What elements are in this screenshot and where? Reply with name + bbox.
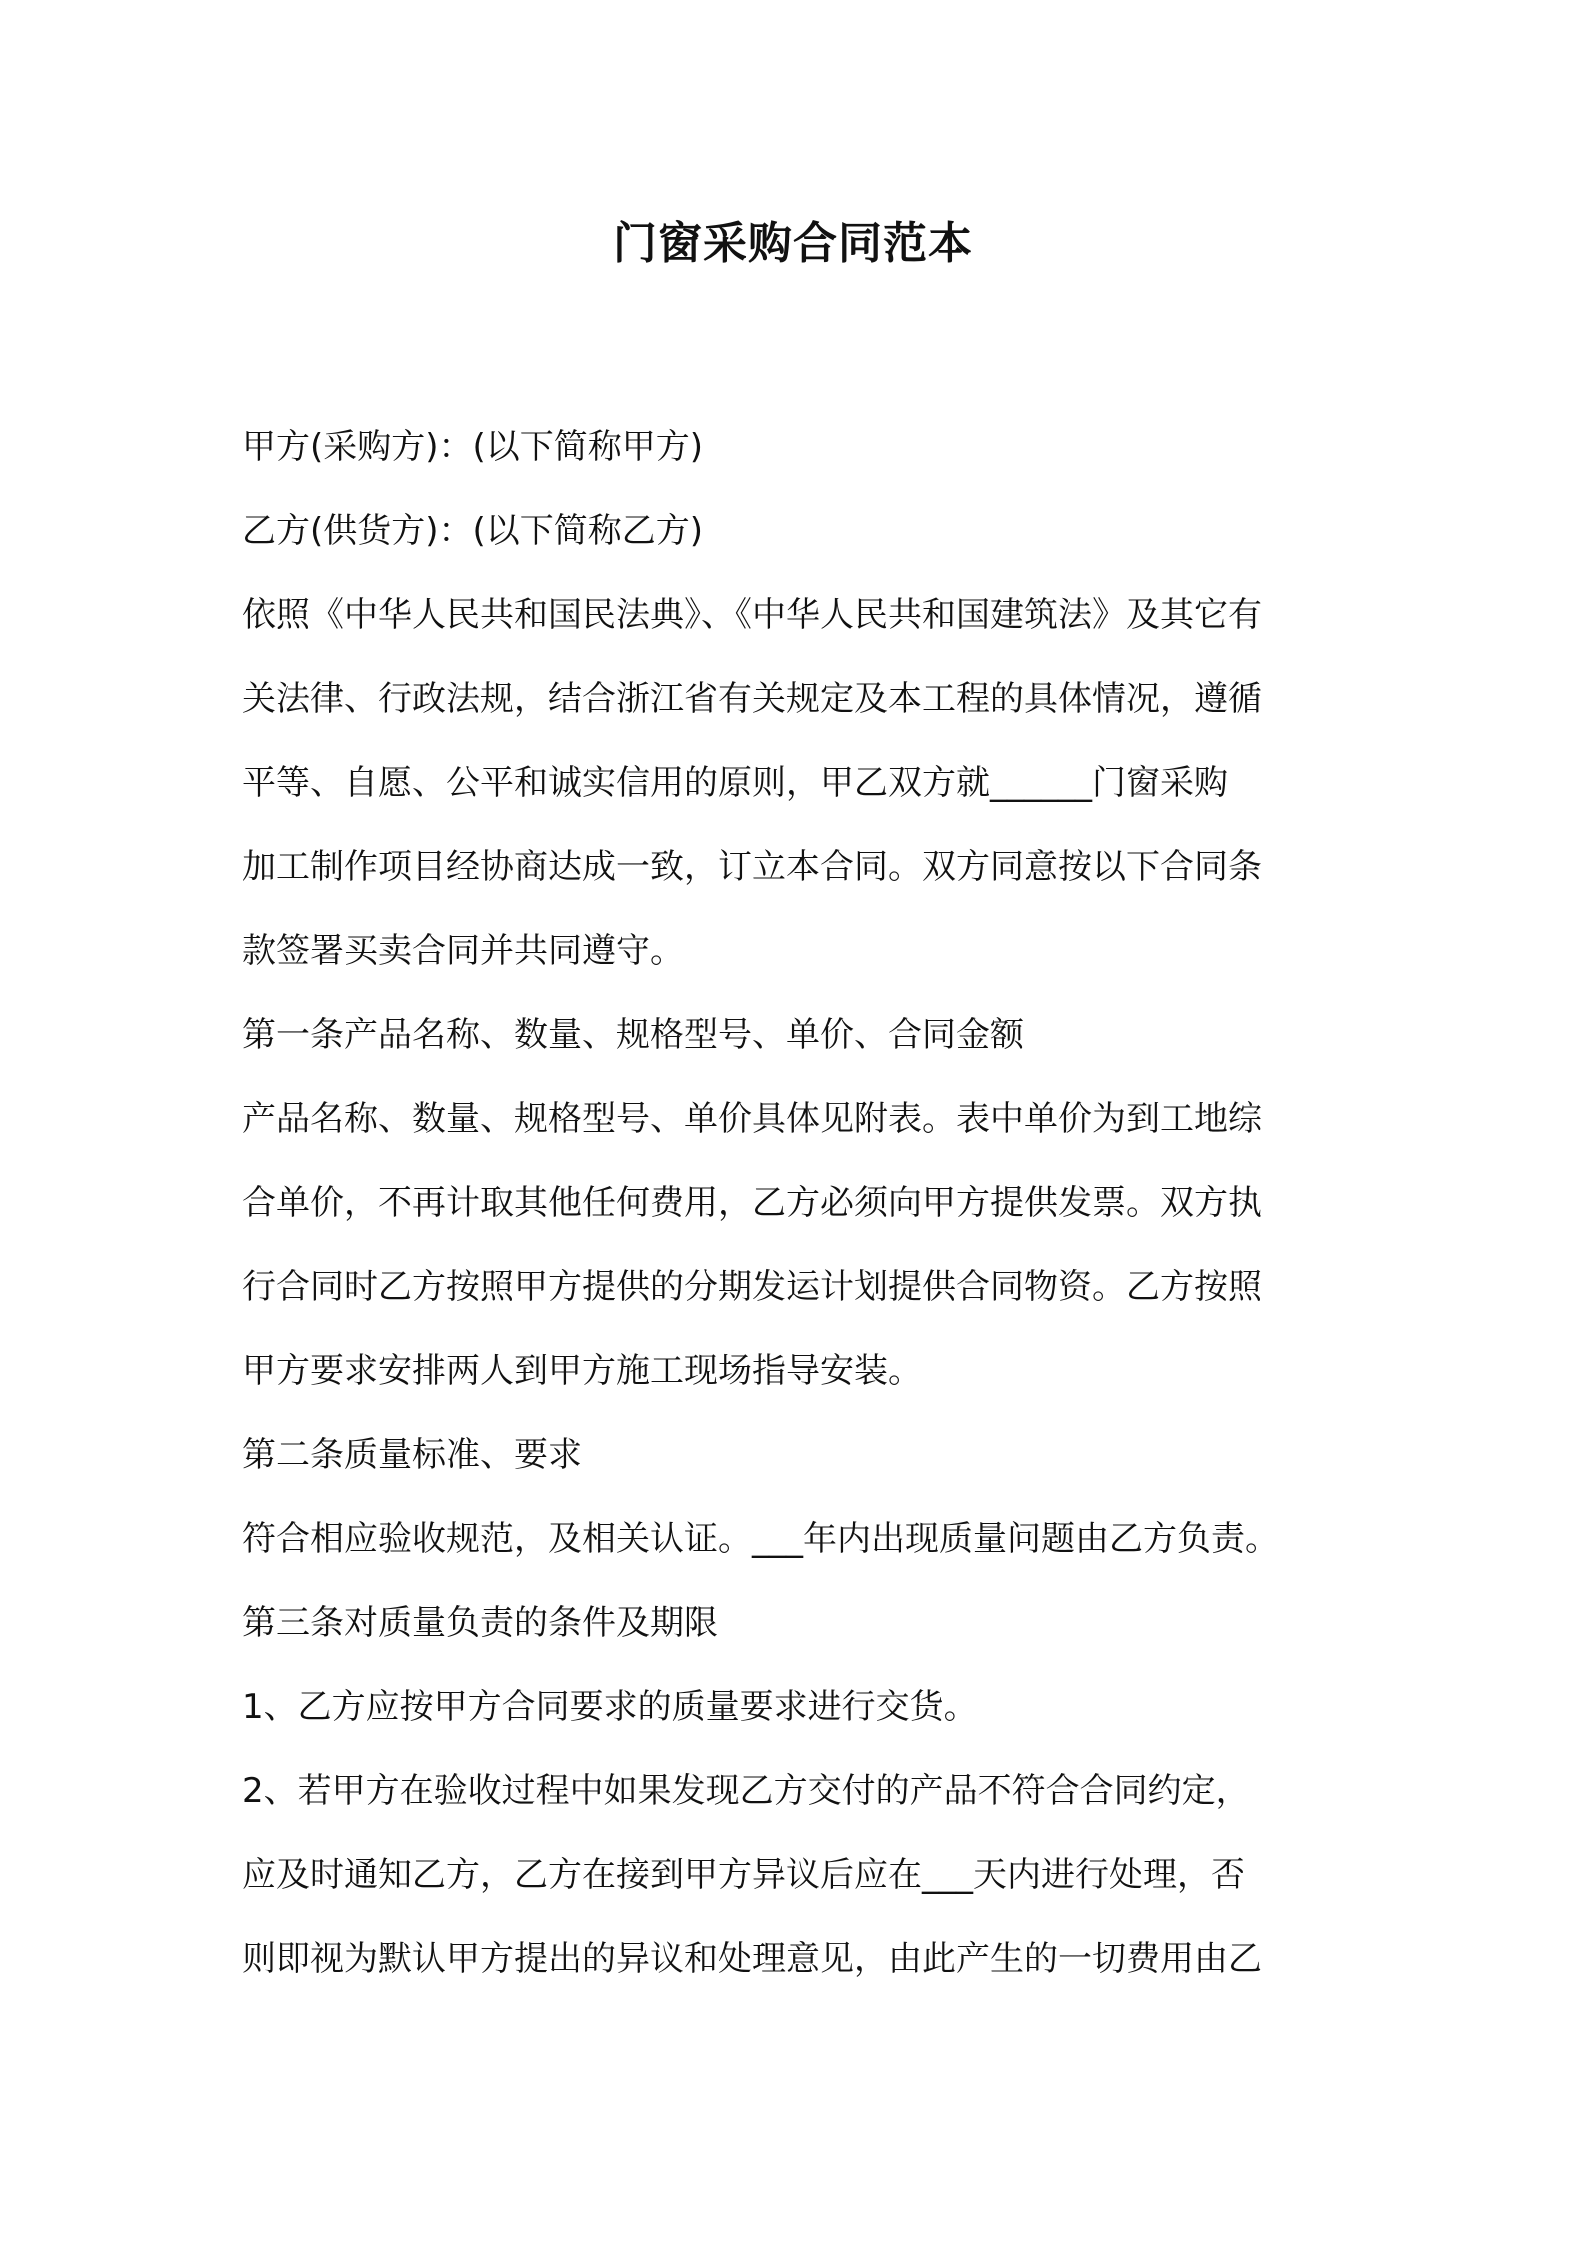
party-b-line: 乙方(供货方)：(以下简称乙方) — [242, 511, 704, 551]
article-3-line: 则即视为默认甲方提出的异议和处理意见，由此产生的一切费用由乙 — [242, 1939, 1262, 1979]
party-a-line: 甲方(采购方)：(以下简称甲方) — [242, 427, 704, 467]
article-1-heading: 第一条产品名称、数量、规格型号、单价、合同金额 — [242, 1015, 1024, 1055]
article-1-line: 合单价，不再计取其他任何费用，乙方必须向甲方提供发票。双方执 — [242, 1183, 1262, 1223]
article-1-line: 产品名称、数量、规格型号、单价具体见附表。表中单价为到工地综 — [242, 1099, 1262, 1139]
preamble-line: 加工制作项目经协商达成一致，订立本合同。双方同意按以下合同条 — [242, 847, 1262, 887]
article-1-line: 甲方要求安排两人到甲方施工现场指导安装。 — [242, 1351, 922, 1391]
article-2-line: 符合相应验收规范，及相关认证。___年内出现质量问题由乙方负责。 — [242, 1519, 1279, 1559]
article-2-heading: 第二条质量标准、要求 — [242, 1435, 582, 1475]
article-3-line: 1、乙方应按甲方合同要求的质量要求进行交货。 — [242, 1687, 978, 1727]
article-3-line: 2、若甲方在验收过程中如果发现乙方交付的产品不符合合同约定， — [242, 1771, 1250, 1811]
preamble-line: 平等、自愿、公平和诚实信用的原则，甲乙双方就______门窗采购 — [242, 763, 1228, 803]
preamble-line: 款签署买卖合同并共同遵守。 — [242, 931, 684, 971]
article-3-heading: 第三条对质量负责的条件及期限 — [242, 1603, 718, 1643]
preamble-line: 依照《中华人民共和国民法典》、《中华人民共和国建筑法》及其它有 — [242, 595, 1262, 635]
article-1-line: 行合同时乙方按照甲方提供的分期发运计划提供合同物资。乙方按照 — [242, 1267, 1262, 1307]
preamble-line: 关法律、行政法规，结合浙江省有关规定及本工程的具体情况，遵循 — [242, 679, 1262, 719]
document-body — [242, 405, 1362, 2001]
article-3-line: 应及时通知乙方，乙方在接到甲方异议后应在___天内进行处理，否 — [242, 1855, 1245, 1895]
document-title: 门窗采购合同范本 — [613, 218, 973, 269]
